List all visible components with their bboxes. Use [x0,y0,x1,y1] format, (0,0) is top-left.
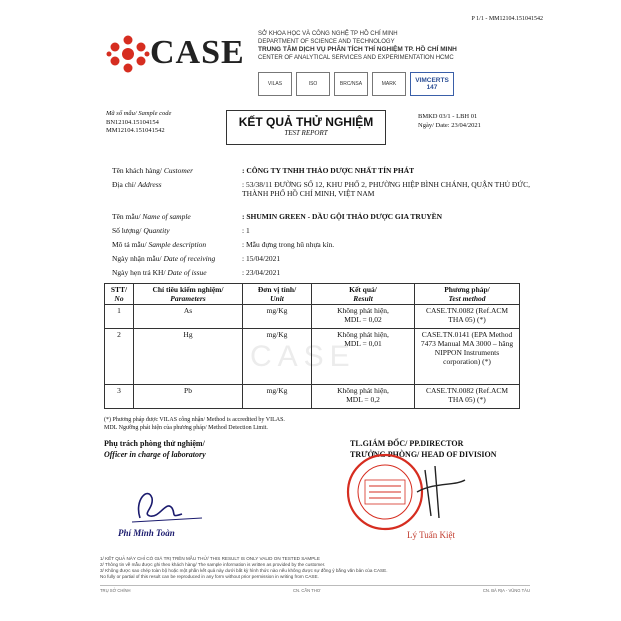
molecule-logo-icon [106,32,150,76]
iso-logo: ISO [296,72,330,96]
footer-head-office: TRỤ SỞ CHÍNH [100,588,131,593]
director-title: TL.GIÁM ĐỐC/ PP.DIRECTOR [350,439,464,448]
brc-logo: BRC/NSA [334,72,368,96]
certification-logos [258,72,454,98]
table-row: 3 Pb mg/Kg Không phát hiện, MDL = 0,2 CASE.TN.0082 (Ref.ACM THA 05) (*) [105,385,520,409]
officer-block [104,438,206,460]
form-code: BMKD 03/1 - LBH 01 [418,113,478,120]
vilas-logo: VILAS [258,72,292,96]
report-title-box [226,110,386,145]
footer-line-4: No fully or partial of this result can be reproduced in any form without prior permission in writing from CASE. [100,574,319,579]
mark-logo: MARK [372,72,406,96]
watermark: CASE [250,340,356,373]
reference-box [418,112,481,130]
vimcerts-badge: VIMCERTS 147 [410,72,454,96]
officer-title-vi: Phụ trách phòng thử nghiệm/ [104,439,205,448]
org-line-3: TRUNG TÂM DỊCH VỤ PHÂN TÍCH THÍ NGHIỆM TP. HỒ CHÍ MINH [258,46,457,53]
footer-can-tho: CN. CẦN THƠ [292,588,321,593]
officer-name: Phí Minh Toàn [118,528,175,538]
director-signature-icon [405,462,475,522]
head-of-division-title: TRƯỞNG PHÒNG/ HEAD OF DIVISION [350,450,497,459]
sample-code-1: BN12104.15104154 [106,118,159,126]
sample-code-2: MM12104.151041542 [106,127,165,134]
footer-line-1: 1/ KẾT QUẢ NÀY CHỈ CÓ GIÁ TRỊ TRÊN MẪU THỬ/ THIS RESULT IS ONLY VALID ON TESTED SAMPLE [100,556,320,561]
footer-disclaimer [100,556,530,580]
org-line-1: SỞ KHOA HỌC VÀ CÔNG NGHỆ TP HỒ CHÍ MINH [258,31,398,37]
table-row: 1 As mg/Kg Không phát hiện, MDL = 0,02 CASE.TN.0082 (Ref.ACM THA 05) (*) [105,305,520,329]
footer-line-3: 3/ Không được sao chép toàn bộ hoặc một phần kết quả này dưới bất kỳ hình thức nào nếu không được sự đồng ý bằng văn bản của CASE. [100,568,388,573]
sample-code-label: Mã số mẫu/ Sample code [106,110,172,117]
header-result: Kết quả/ Result [312,284,415,305]
document-number: P 1/1 - MM12104.151041542 [471,16,543,22]
table-notes [104,416,285,432]
footer-contacts [100,588,530,594]
table-row: 2 Hg mg/Kg Không phát hiện, MDL = 0,01 CASE.TN.0141 (EPA Method 7473 Manual MA 3000 – hãng NIPPON Instruments corporation) (*) [105,329,520,385]
table-header-row [105,284,520,305]
footer-divider [100,585,530,586]
officer-signature-icon [112,478,222,526]
header-method: Phương pháp/ Test method [415,284,520,305]
director-name: Lý Tuấn Kiệt [407,530,456,540]
note-accredited: (*) Phương pháp được VILAS công nhận/ Method is accredited by VILAS. [104,417,285,423]
note-mdl: MDL Ngưỡng phát hiện của phương pháp/ Method Detection Limit. [104,425,268,431]
org-line-2: DEPARTMENT OF SCIENCE AND TECHNOLOGY [258,39,395,45]
report-title: KẾT QUẢ THỬ NGHIỆM [238,115,374,129]
header-parameters: Chỉ tiêu kiểm nghiệm/ Parameters [134,284,243,305]
header-no: STT/ No [105,284,134,305]
header-unit: Đơn vị tính/ Unit [243,284,312,305]
results-table [104,283,520,409]
case-logo [106,32,244,76]
organization-header [258,30,548,62]
org-line-4: CENTER OF ANALYTICAL SERVICES AND EXPERIMENTATION HCMC [258,55,454,61]
footer-line-2: 2/ Thông tin về mẫu được ghi theo khách hàng/ The sample information is written as provided by the customer. [100,562,326,567]
footer-vung-tau: CN. BÀ RỊA - VŨNG TÀU [482,588,530,593]
report-title-en: TEST REPORT [284,129,328,137]
report-date: Ngày/ Date: 23/04/2021 [418,122,481,129]
brand-name: CASE [150,34,245,71]
officer-title-en: Officer in charge of laboratory [104,450,206,459]
sample-code-box [106,110,171,136]
